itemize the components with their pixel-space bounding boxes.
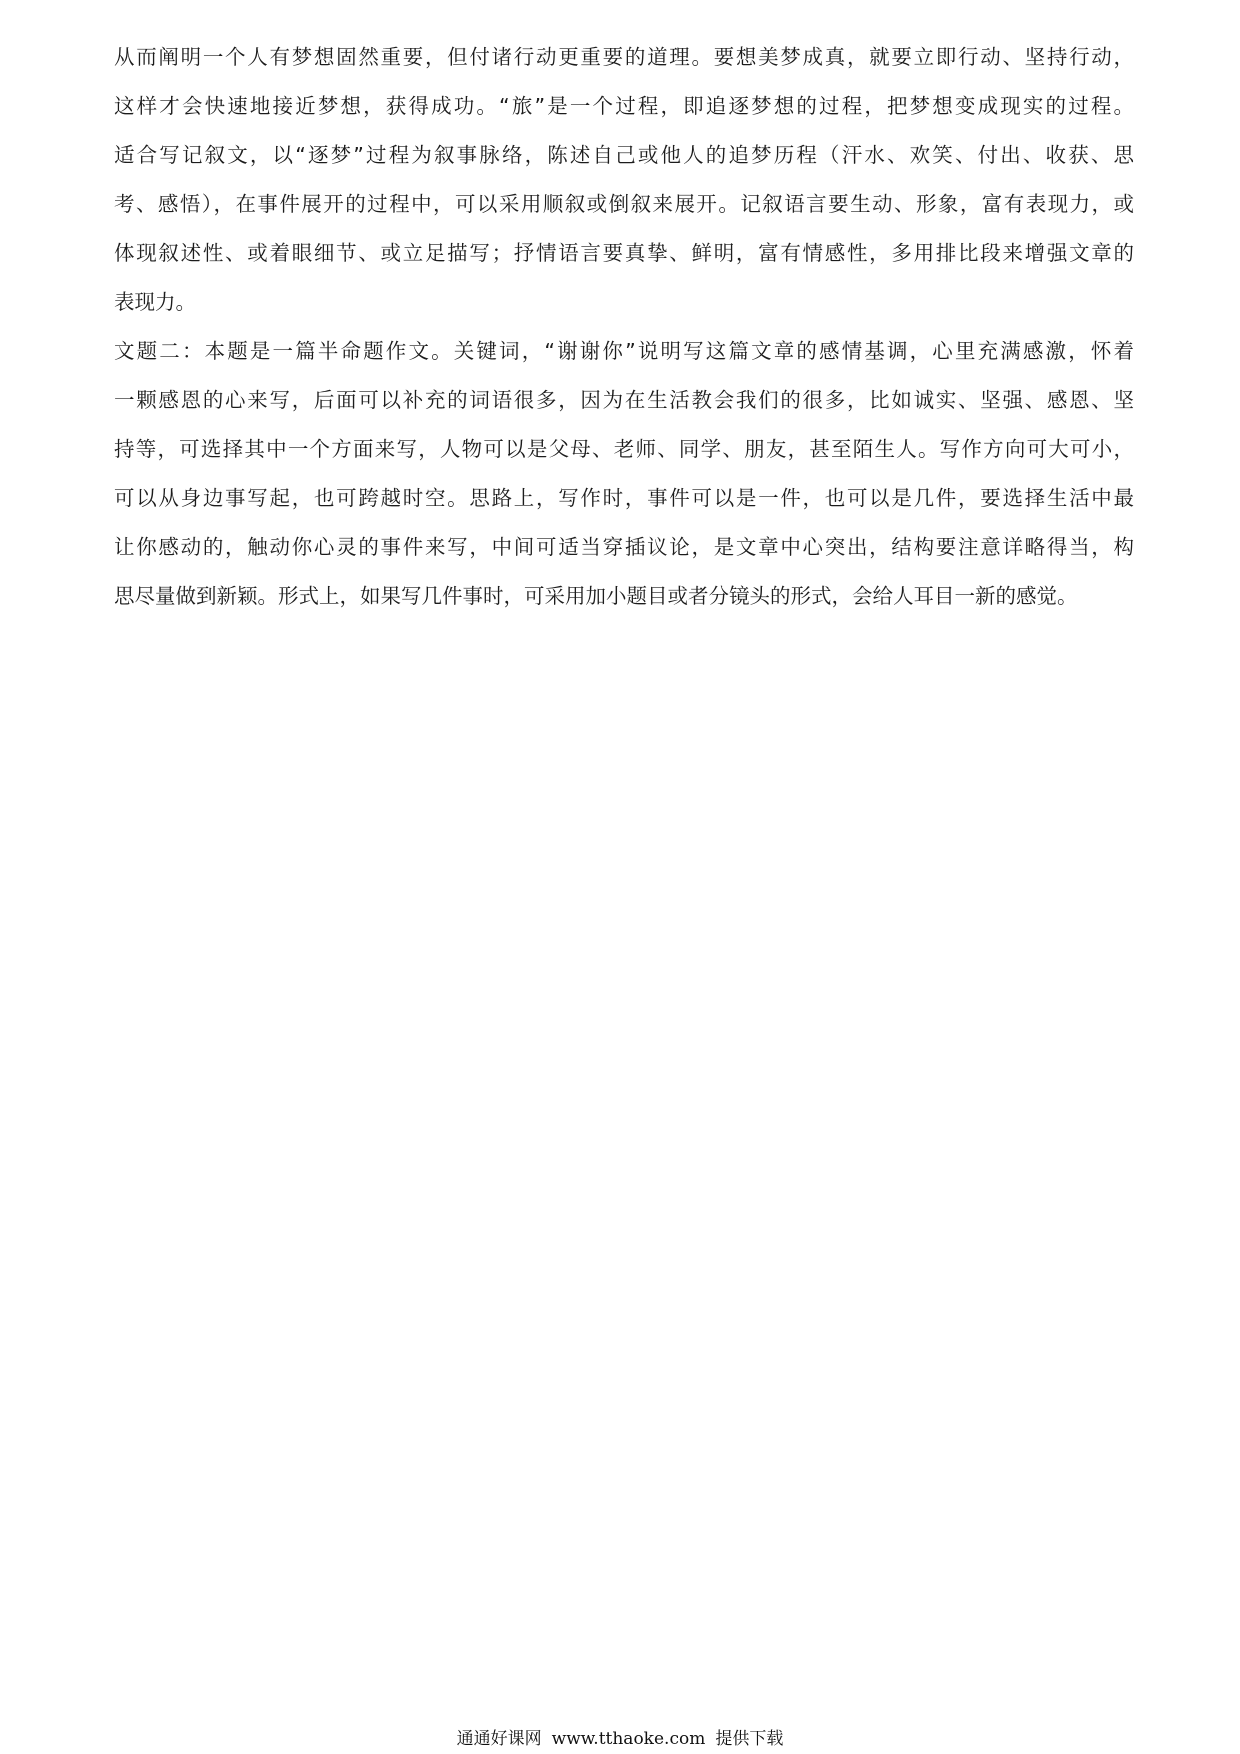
text-line: 可以从身边事写起，也可跨越时空。思路上，写作时，事件可以是一件，也可以是几件，要选择生活中最: [114, 486, 1134, 510]
text-line: 持等，可选择其中一个方面来写，人物可以是父母、老师、同学、朋友，甚至陌生人。写作方向可大可小，: [114, 437, 1134, 461]
text-line: 文题二：本题是一篇半命题作文。关键词，“谢谢你”说明写这篇文章的感情基调，心里充满感激，怀着: [114, 339, 1134, 363]
text-line: 考、感悟），在事件展开的过程中，可以采用顺叙或倒叙来展开。记叙语言要生动、形象，富有表现力，或: [114, 192, 1134, 216]
footer-suffix: 提供下载: [715, 1729, 784, 1749]
text-line: 适合写记叙文，以“逐梦”过程为叙事脉络，陈述自己或他人的追梦历程（汗水、欢笑、付出、收获、思: [114, 143, 1134, 167]
document-body: [114, 33, 1134, 621]
footer-url-link[interactable]: www.tthaoke.com: [551, 1729, 706, 1749]
text-line: 体现叙述性、或着眼细节、或立足描写；抒情语言要真挚、鲜明，富有情感性，多用排比段来增强文章的: [114, 241, 1134, 265]
text-line: 表现力。: [114, 290, 196, 314]
text-line: 让你感动的，触动你心灵的事件来写，中间可适当穿插议论，是文章中心突出，结构要注意详略得当，构: [114, 535, 1134, 559]
text-line: 从而阐明一个人有梦想固然重要，但付诸行动更重要的道理。要想美梦成真，就要立即行动、坚持行动，: [114, 45, 1134, 69]
text-line: 一颗感恩的心来写，后面可以补充的词语很多，因为在生活教会我们的很多，比如诚实、坚强、感恩、坚: [114, 388, 1134, 412]
text-line: 思尽量做到新颖。形式上，如果写几件事时，可采用加小题目或者分镜头的形式，会给人耳目一新的感觉。: [114, 584, 1078, 608]
text-line: 这样才会快速地接近梦想，获得成功。“旅”是一个过程，即追逐梦想的过程，把梦想变成现实的过程。: [114, 94, 1134, 118]
footer-site-name: 通通好课网: [456, 1729, 542, 1749]
page-footer: [0, 1727, 1240, 1751]
